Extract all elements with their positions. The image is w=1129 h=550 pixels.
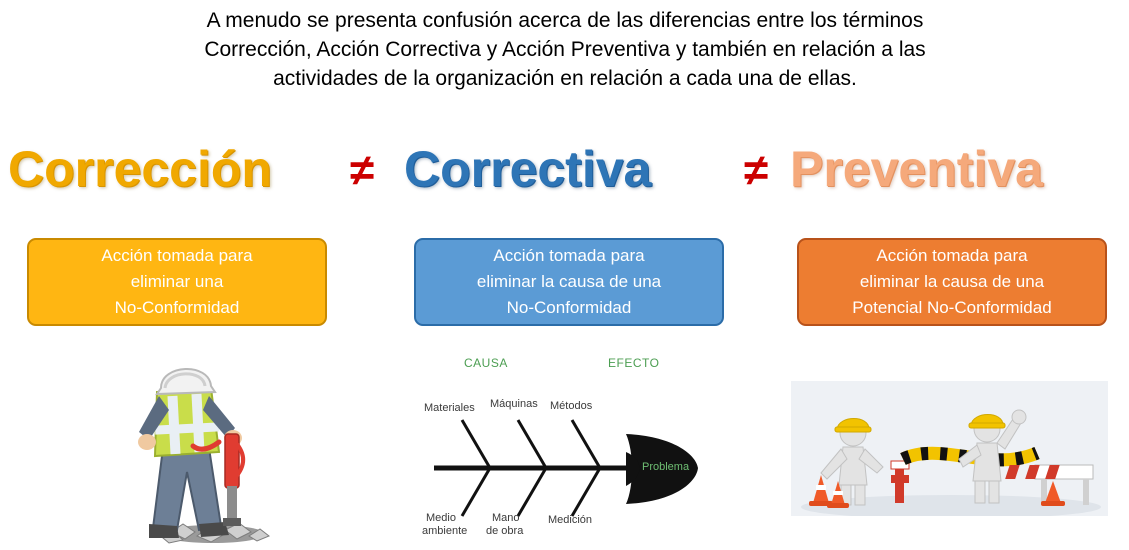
definition-box-correccion [27, 238, 327, 326]
definition-box-preventiva [797, 238, 1107, 326]
correctiva-line-2: eliminar la causa de una [476, 272, 662, 291]
headline-row [0, 138, 1129, 210]
worker-jackhammer-icon [105, 352, 295, 545]
not-equal-sign-1: ≠ [350, 146, 375, 195]
intro-line-1: A menudo se presenta confusión acerca de las diferencias entre los términos [206, 9, 924, 32]
fishbone-diagram [420, 356, 720, 541]
intro-paragraph [70, 6, 1060, 93]
headline-word-preventiva: Preventiva [790, 141, 1043, 197]
fishbone-label-materiales: Materiales [424, 402, 475, 414]
definition-box-correctiva [414, 238, 724, 326]
correctiva-line-3: No-Conformidad [506, 298, 632, 317]
preventiva-line-3: Potencial No-Conformidad [852, 298, 1052, 317]
correccion-line-3: No-Conformidad [114, 298, 240, 317]
correctiva-line-1: Acción tomada para [493, 246, 645, 265]
not-equal-sign-2: ≠ [744, 146, 769, 195]
headline-word-correccion: Corrección [8, 141, 272, 197]
fishbone-label-ambiente: ambiente [422, 525, 468, 537]
fishbone-title-causa: CAUSA [464, 356, 508, 370]
fishbone-label-medicion: Medición [548, 514, 593, 526]
fishbone-label-metodos: Métodos [550, 400, 593, 412]
intro-line-3: actividades de la organización en relación a cada una de ellas. [273, 67, 857, 90]
illustration-zone [0, 352, 1129, 545]
fishbone-head-label-problema: Problema [642, 461, 690, 473]
barricade-workers-photo [791, 381, 1108, 516]
correccion-line-2: eliminar una [130, 272, 224, 291]
fishbone-label-mano: Mano [492, 512, 520, 524]
fishbone-label-medio: Medio [426, 512, 456, 524]
fishbone-label-de-obra: de obra [486, 525, 524, 537]
headline-word-correctiva: Correctiva [404, 141, 652, 197]
intro-line-2: Corrección, Acción Correctiva y Acción Preventiva y también en relación a las [204, 38, 926, 61]
correccion-line-1: Acción tomada para [101, 246, 253, 265]
fishbone-label-maquinas: Máquinas [490, 398, 538, 410]
preventiva-line-2: eliminar la causa de una [859, 272, 1045, 291]
fishbone-title-efecto: EFECTO [608, 356, 660, 370]
preventiva-line-1: Acción tomada para [876, 246, 1028, 265]
